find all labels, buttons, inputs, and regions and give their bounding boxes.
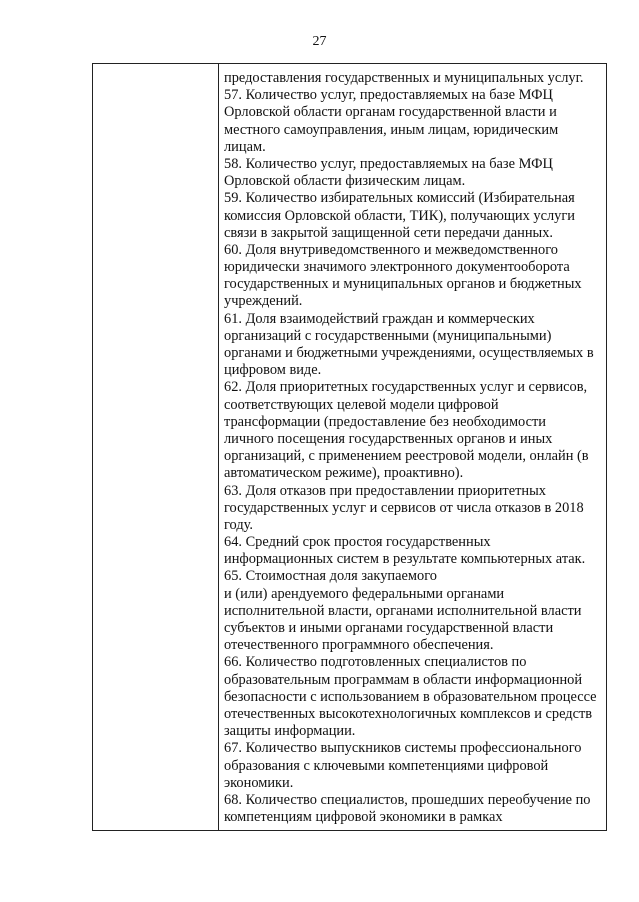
text-line: образовательным программам в области информационной	[224, 671, 583, 688]
text-line: 67. Количество выпускников системы профессионального	[224, 740, 582, 757]
text-line: соответствующих целевой модели цифровой	[224, 396, 499, 413]
text-line: 63. Доля отказов при предоставлении приоритетных	[224, 482, 546, 499]
text-line: 68. Количество специалистов, прошедших переобучение по	[224, 791, 591, 808]
text-line: 62. Доля приоритетных государственных услуг и сервисов,	[224, 379, 588, 396]
text-line: организаций с государственными (муниципальными)	[224, 327, 552, 344]
text-line: 58. Количество услуг, предоставляемых на базе МФЦ	[224, 155, 553, 172]
text-line: отечественного программного обеспечения.	[224, 637, 494, 654]
text-line: цифровом виде.	[224, 362, 322, 379]
text-line: отечественных высокотехнологичных комплексов и средств	[224, 705, 593, 722]
text-line: защиты информации.	[224, 723, 356, 740]
text-line: государственных и муниципальных органов и бюджетных	[224, 276, 582, 293]
table-left-column	[93, 64, 219, 830]
text-line: 57. Количество услуг, предоставляемых на базе МФЦ	[224, 87, 553, 104]
text-line: предоставления государственных и муниципальных услуг.	[224, 70, 584, 86]
text-line: 59. Количество избирательных комиссий (Избирательная	[224, 190, 575, 207]
text-line: местного самоуправления, иным лицам, юридическим	[224, 121, 559, 138]
text-line: юридически значимого электронного документооборота	[224, 259, 570, 276]
text-line: 65. Стоимостная доля закупаемого	[224, 568, 437, 585]
text-line: 61. Доля взаимодействий граждан и коммерческих	[224, 310, 535, 327]
text-line: Орловской области органам государственной власти и	[224, 104, 557, 121]
text-line: учреждений.	[224, 293, 303, 310]
text-line: государственных услуг и сервисов от числа отказов в 2018	[224, 499, 584, 516]
text-line: комиссия Орловской области, ТИК), получающих услуги	[224, 207, 575, 224]
text-line: лицам.	[224, 138, 266, 155]
page-number: 27	[312, 34, 327, 49]
text-line: личного посещения государственных органов и иных	[224, 430, 553, 447]
text-line: автоматическом режиме), проактивно).	[224, 465, 464, 482]
text-line: исполнительной власти, органами исполнительной власти	[224, 602, 582, 619]
text-line: образования с ключевыми компетенциями цифровой	[224, 757, 549, 774]
text-line: трансформации (предоставление без необходимости	[224, 413, 546, 430]
table-right-column	[219, 64, 606, 830]
text-line: субъектов и иными органами государственной власти	[224, 620, 554, 636]
text-line: информационных систем в результате компьютерных атак.	[224, 551, 586, 568]
text-line: Орловской области физическим лицам.	[224, 173, 466, 190]
text-line: связи в закрытой защищенной сети передачи данных.	[224, 224, 553, 241]
text-line: экономики.	[224, 774, 294, 791]
indicator-table	[92, 63, 607, 831]
text-line: компетенциям цифровой экономики в рамках	[224, 809, 503, 826]
text-line: организаций, с применением реестровой модели, онлайн (в	[224, 448, 589, 465]
text-line: 60. Доля внутриведомственного и межведомственного	[224, 241, 558, 258]
text-line: 64. Средний срок простоя государственных	[224, 534, 491, 551]
text-line: безопасности с использованием в образовательном процессе	[224, 688, 597, 705]
text-line: 66. Количество подготовленных специалистов по	[224, 654, 527, 671]
text-line: году.	[224, 516, 253, 533]
text-line: и (или) арендуемого федеральными органами	[224, 585, 505, 602]
text-line: органами и бюджетными учреждениями, осуществляемых в	[224, 345, 594, 361]
